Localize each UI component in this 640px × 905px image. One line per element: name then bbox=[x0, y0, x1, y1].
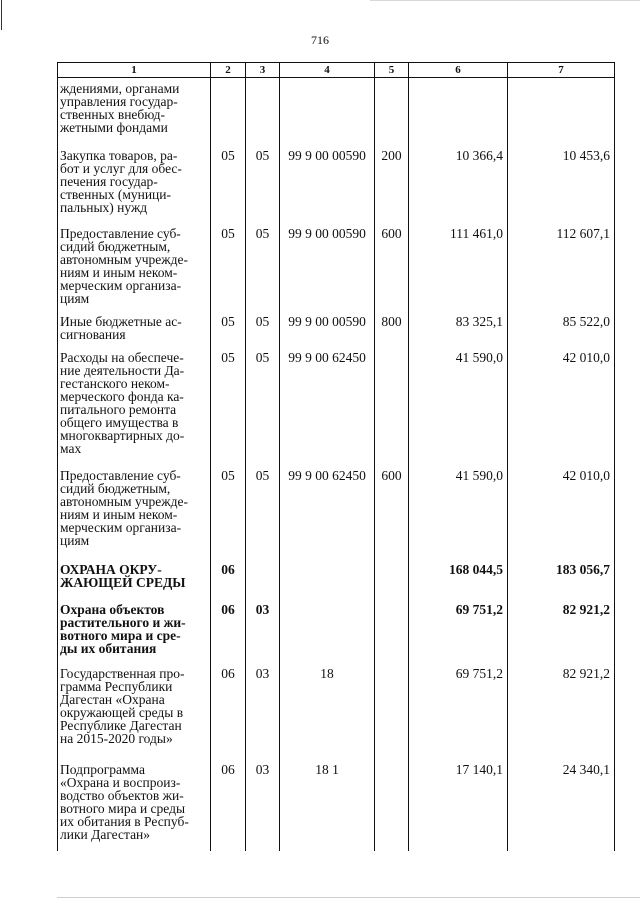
cell-expense-type: 800 bbox=[374, 311, 408, 347]
cell-subsection: 05 bbox=[245, 465, 279, 559]
cell-subsection bbox=[245, 78, 279, 145]
cell-section: 05 bbox=[210, 145, 245, 223]
cell-target-code: 99 9 00 62450 bbox=[279, 465, 374, 559]
cell-amount-col7: 82 921,2 bbox=[507, 663, 615, 759]
bottom-scan-rule bbox=[57, 897, 640, 898]
cell-amount-col6: 83 325,1 bbox=[408, 311, 507, 347]
cell-expense-type bbox=[374, 599, 408, 663]
table-row bbox=[57, 759, 615, 851]
cell-target-code: 18 bbox=[279, 663, 374, 759]
top-scan-rule bbox=[370, 0, 640, 1]
cell-amount-col6: 41 590,0 bbox=[408, 465, 507, 559]
table-row bbox=[57, 311, 615, 347]
cell-section bbox=[210, 78, 245, 145]
cell-amount-col7: 24 340,1 bbox=[507, 759, 615, 851]
cell-expense-type bbox=[374, 78, 408, 145]
cell-amount-col7: 42 010,0 bbox=[507, 465, 615, 559]
cell-target-code bbox=[279, 559, 374, 599]
cell-amount-col7: 10 453,6 bbox=[507, 145, 615, 223]
table-header-row bbox=[57, 62, 615, 78]
cell-amount-col6: 41 590,0 bbox=[408, 347, 507, 465]
cell-section: 06 bbox=[210, 663, 245, 759]
cell-amount-col6: 69 751,2 bbox=[408, 663, 507, 759]
cell-subsection: 03 bbox=[245, 599, 279, 663]
cell-target-code: 18 1 bbox=[279, 759, 374, 851]
table-row bbox=[57, 223, 615, 311]
cell-amount-col6: 69 751,2 bbox=[408, 599, 507, 663]
cell-section: 06 bbox=[210, 559, 245, 599]
cell-expense-type: 600 bbox=[374, 465, 408, 559]
cell-expense-type bbox=[374, 347, 408, 465]
header-col-6: 6 bbox=[408, 63, 507, 77]
cell-amount-col7 bbox=[507, 78, 615, 145]
cell-name: Подпрограмма «Охрана и воспроиз- водство объектов жи- вотного мира и среды их обитания в Респуб- лики Дагестан» bbox=[57, 759, 210, 851]
cell-section: 06 bbox=[210, 759, 245, 851]
cell-expense-type bbox=[374, 663, 408, 759]
cell-target-code: 99 9 00 00590 bbox=[279, 223, 374, 311]
cell-name: Расходы на обеспече- ние деятельности Да- гестанского неком- мерческого фонда ка- питального ремонта общего имущества в многоквартирных до- мах bbox=[57, 347, 210, 465]
table-row bbox=[57, 663, 615, 759]
cell-amount-col7: 85 522,0 bbox=[507, 311, 615, 347]
cell-section: 05 bbox=[210, 223, 245, 311]
cell-expense-type: 200 bbox=[374, 145, 408, 223]
cell-amount-col6 bbox=[408, 78, 507, 145]
cell-subsection: 05 bbox=[245, 145, 279, 223]
cell-target-code: 99 9 00 00590 bbox=[279, 311, 374, 347]
table-row bbox=[57, 559, 615, 599]
cell-name: Предоставление суб- сидий бюджетным, автономным учрежде- ниям и иным неком- мерческим организа- циям bbox=[57, 223, 210, 311]
cell-name: ждениями, органами управления государ- ственных внебюд- жетными фондами bbox=[57, 78, 210, 145]
cell-subsection bbox=[245, 559, 279, 599]
cell-name: Предоставление суб- сидий бюджетным, автономным учрежде- ниям и иным неком- мерческим организа- циям bbox=[57, 465, 210, 559]
cell-subsection: 05 bbox=[245, 223, 279, 311]
cell-name: ОХРАНА ОКРУ- ЖАЮЩЕЙ СРЕДЫ bbox=[57, 559, 210, 599]
cell-subsection: 03 bbox=[245, 663, 279, 759]
cell-target-code: 99 9 00 00590 bbox=[279, 145, 374, 223]
cell-amount-col7: 82 921,2 bbox=[507, 599, 615, 663]
cell-amount-col7: 183 056,7 bbox=[507, 559, 615, 599]
cell-expense-type bbox=[374, 759, 408, 851]
table-row bbox=[57, 465, 615, 559]
header-col-1: 1 bbox=[57, 63, 210, 77]
cell-name: Закупка товаров, ра- бот и услуг для обес- печения государ- ственных (муници- пальных) нужд bbox=[57, 145, 210, 223]
cell-section: 05 bbox=[210, 465, 245, 559]
cell-amount-col6: 168 044,5 bbox=[408, 559, 507, 599]
cell-target-code bbox=[279, 78, 374, 145]
table-row bbox=[57, 599, 615, 663]
cell-section: 06 bbox=[210, 599, 245, 663]
table-row bbox=[57, 347, 615, 465]
cell-amount-col7: 42 010,0 bbox=[507, 347, 615, 465]
cell-subsection: 05 bbox=[245, 347, 279, 465]
table-row bbox=[57, 145, 615, 223]
cell-subsection: 05 bbox=[245, 311, 279, 347]
header-col-7: 7 bbox=[507, 63, 615, 77]
table-body bbox=[57, 78, 615, 851]
header-col-4: 4 bbox=[279, 63, 374, 77]
cell-amount-col6: 17 140,1 bbox=[408, 759, 507, 851]
cell-target-code: 99 9 00 62450 bbox=[279, 347, 374, 465]
cell-section: 05 bbox=[210, 311, 245, 347]
budget-table bbox=[57, 62, 615, 851]
cell-amount-col7: 112 607,1 bbox=[507, 223, 615, 311]
header-col-3: 3 bbox=[245, 63, 279, 77]
cell-expense-type: 600 bbox=[374, 223, 408, 311]
table-row bbox=[57, 78, 615, 145]
cell-target-code bbox=[279, 599, 374, 663]
page-number: 716 bbox=[311, 33, 329, 47]
cell-name: Иные бюджетные ас- сигнования bbox=[57, 311, 210, 347]
cell-expense-type bbox=[374, 559, 408, 599]
cell-name: Государственная про- грамма Республики Дагестан «Охрана окружающей среды в Республике Дагестан на 2015-2020 годы» bbox=[57, 663, 210, 759]
cell-amount-col6: 10 366,4 bbox=[408, 145, 507, 223]
cell-section: 05 bbox=[210, 347, 245, 465]
cell-subsection: 03 bbox=[245, 759, 279, 851]
left-edge-mark bbox=[1, 0, 2, 30]
cell-name: Охрана объектов растительного и жи- вотного мира и сре- ды их обитания bbox=[57, 599, 210, 663]
header-col-2: 2 bbox=[210, 63, 245, 77]
header-col-5: 5 bbox=[374, 63, 408, 77]
cell-amount-col6: 111 461,0 bbox=[408, 223, 507, 311]
